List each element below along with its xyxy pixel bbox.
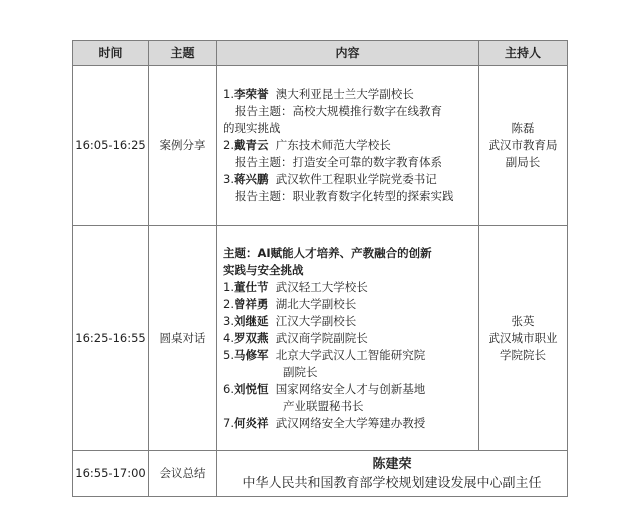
host-org: 武汉市教育局 (488, 138, 558, 152)
content-cell (217, 66, 479, 226)
speaker-title: 武汉轻工大学校长 (275, 279, 368, 294)
summary-speaker-name: 陈建荣 (372, 456, 412, 472)
speaker-title: 澳大利亚昆士兰大学副校长 (275, 87, 414, 101)
topic-cell: 案例分享 (149, 66, 217, 226)
speaker-line: 7.何炎祥 武汉网络安全大学筹建办教授 (223, 415, 426, 430)
speaker-line: 3.蒋兴鹏 武汉软件工程职业学院党委书记 (223, 172, 437, 186)
header-topic: 主题 (149, 41, 217, 66)
report-topic: 报告主题：打造安全可靠的数字教育体系 (235, 155, 442, 169)
roundtable-theme: 主题：AI赋能人才培养、产教融合的创新 (223, 245, 432, 260)
summary-cell (217, 451, 568, 497)
header-host: 主持人 (479, 41, 568, 66)
speaker-name: 蒋兴鹏 (233, 172, 269, 186)
host-cell (479, 226, 568, 451)
header-time: 时间 (73, 41, 149, 66)
host-title: 学院院长 (500, 347, 546, 362)
table-row (73, 451, 568, 497)
speaker-title-cont: 副院长 (283, 364, 318, 379)
host-name: 陈磊 (511, 121, 535, 135)
speaker-line: 1.李荣誉 澳大利亚昆士兰大学副校长 (223, 87, 414, 101)
host-title: 副局长 (505, 155, 541, 169)
topic-cell: 会议总结 (149, 451, 217, 497)
speaker-title: 武汉软件工程职业学院党委书记 (275, 172, 437, 186)
speaker-line: 1.董仕节 武汉轻工大学校长 (223, 279, 368, 294)
host-org: 武汉城市职业 (488, 330, 558, 345)
speaker-name: 戴青云 (233, 138, 269, 152)
time-cell: 16:55-17:00 (73, 451, 149, 497)
topic-cell: 圆桌对话 (149, 226, 217, 451)
header-content: 内容 (217, 41, 479, 66)
speaker-line: 3.刘继延 江汉大学副校长 (223, 313, 357, 328)
roundtable-theme-cont: 实践与安全挑战 (223, 262, 304, 277)
speaker-title: 湖北大学副校长 (275, 296, 357, 311)
speaker-name: 刘悦恒 (233, 381, 269, 396)
speaker-title: 北京大学武汉人工智能研究院 (275, 347, 426, 362)
speaker-title: 江汉大学副校长 (275, 313, 357, 328)
report-topic-cont: 的现实挑战 (223, 121, 281, 135)
speaker-name: 曾祥勇 (233, 296, 269, 311)
speaker-line: 4.罗双燕 武汉商学院副院长 (223, 330, 368, 345)
content-cell (217, 226, 479, 451)
speaker-title: 国家网络安全人才与创新基地 (275, 381, 426, 396)
speaker-title: 武汉网络安全大学筹建办教授 (275, 415, 426, 430)
speaker-title-cont: 产业联盟秘书长 (283, 398, 364, 413)
host-cell (479, 66, 568, 226)
report-topic: 报告主题：职业教育数字化转型的探索实践 (235, 189, 454, 203)
speaker-name: 马修军 (233, 347, 269, 362)
speaker-name: 刘继延 (233, 313, 269, 328)
time-cell: 16:25-16:55 (73, 226, 149, 451)
summary-speaker-title: 中华人民共和国教育部学校规划建设发展中心副主任 (242, 475, 542, 491)
speaker-name: 何炎祥 (233, 415, 269, 430)
time-cell: 16:05-16:25 (73, 66, 149, 226)
table-row (73, 226, 568, 451)
speaker-title: 武汉商学院副院长 (275, 330, 368, 345)
table-row (73, 66, 568, 226)
speaker-line: 5.马修军 北京大学武汉人工智能研究院 (223, 347, 426, 362)
speaker-name: 李荣誉 (233, 87, 269, 101)
speaker-title: 广东技术师范大学校长 (275, 138, 391, 152)
agenda-table (72, 40, 568, 497)
speaker-line: 6.刘悦恒 国家网络安全人才与创新基地 (223, 381, 426, 396)
speaker-name: 董仕节 (233, 279, 269, 294)
speaker-line: 2.戴青云 广东技术师范大学校长 (223, 138, 391, 152)
header-row (73, 41, 568, 66)
speaker-name: 罗双燕 (233, 330, 269, 345)
speaker-line: 2.曾祥勇 湖北大学副校长 (223, 296, 357, 311)
report-topic: 报告主题：高校大规模推行数字在线教育 (235, 104, 442, 118)
host-name: 张英 (511, 313, 535, 328)
